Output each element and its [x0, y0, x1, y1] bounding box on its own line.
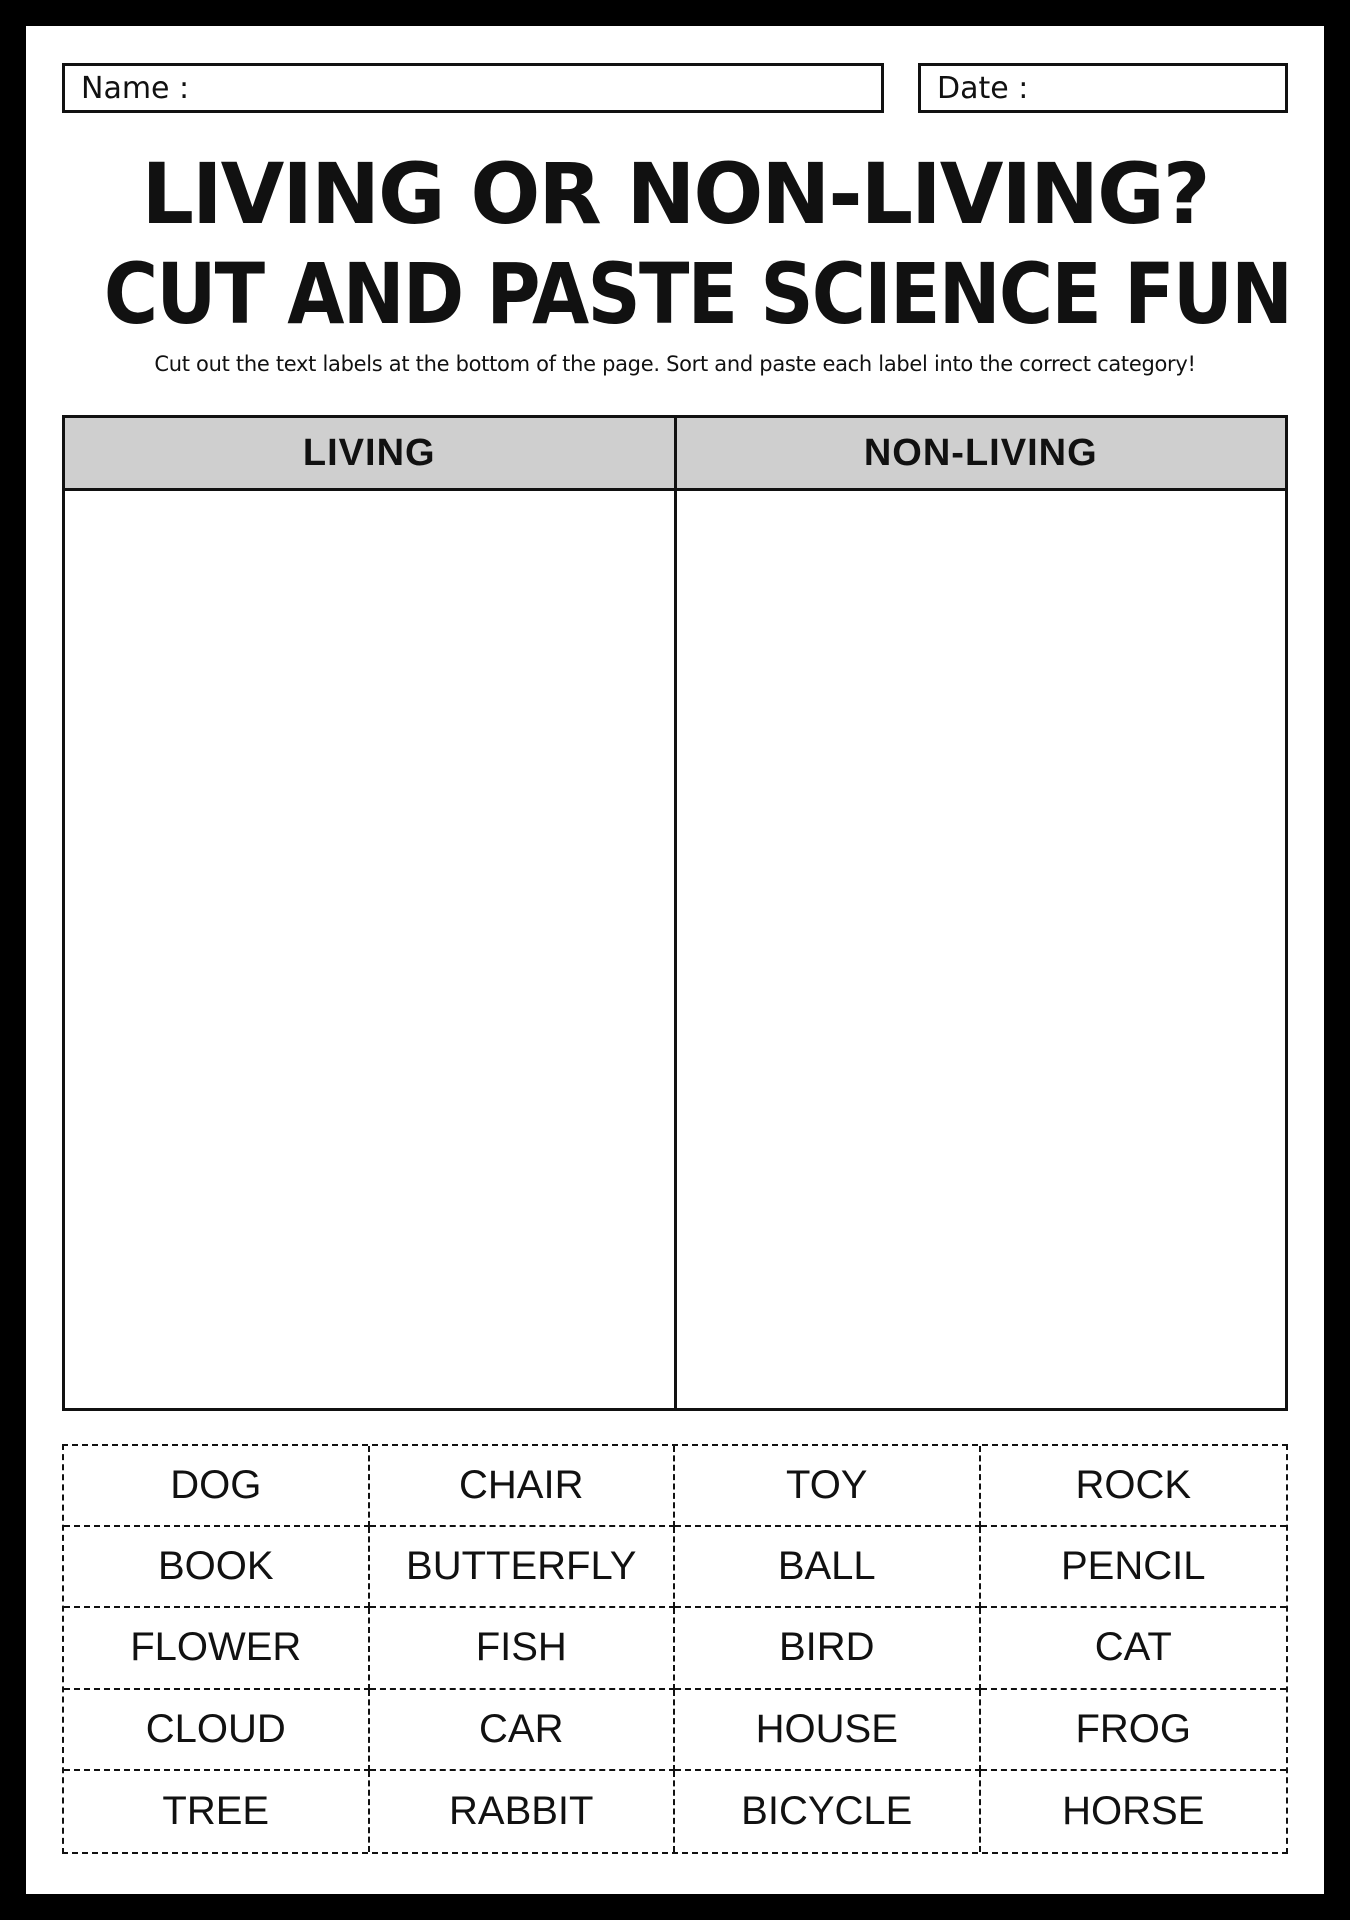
label-card[interactable]: TREE	[64, 1771, 370, 1852]
worksheet-page	[26, 26, 1324, 1894]
label-card[interactable]: CLOUD	[64, 1690, 370, 1771]
living-column-header: LIVING	[65, 418, 674, 491]
label-card[interactable]: FLOWER	[64, 1608, 370, 1689]
non-living-column-header: NON-LIVING	[677, 418, 1286, 491]
label-card[interactable]: ROCK	[981, 1446, 1287, 1527]
label-card[interactable]: BIRD	[675, 1608, 981, 1689]
label-card[interactable]: CHAIR	[370, 1446, 676, 1527]
label-card[interactable]: BUTTERFLY	[370, 1527, 676, 1608]
title-line-2: CUT AND PASTE SCIENCE FUN	[103, 245, 1292, 343]
living-column	[65, 418, 674, 1408]
cut-out-labels	[62, 1444, 1288, 1854]
label-card[interactable]: DOG	[64, 1446, 370, 1527]
non-living-column	[674, 418, 1286, 1408]
date-field[interactable]	[918, 63, 1288, 113]
instructions-text: Cut out the text labels at the bottom of the page. Sort and paste each label into the correct category!	[154, 352, 1196, 376]
label-card[interactable]: HOUSE	[675, 1690, 981, 1771]
label-card[interactable]: RABBIT	[370, 1771, 676, 1852]
label-card[interactable]: TOY	[675, 1446, 981, 1527]
date-label: Date :	[937, 70, 1029, 106]
non-living-paste-area[interactable]	[677, 491, 1286, 1408]
label-card[interactable]: CAT	[981, 1608, 1287, 1689]
sorting-table	[62, 415, 1288, 1411]
label-card[interactable]: FROG	[981, 1690, 1287, 1771]
living-paste-area[interactable]	[65, 491, 674, 1408]
label-card[interactable]: BICYCLE	[675, 1771, 981, 1852]
label-card[interactable]: FISH	[370, 1608, 676, 1689]
label-card[interactable]: HORSE	[1062, 1788, 1205, 1833]
name-label: Name :	[81, 70, 190, 106]
label-card[interactable]: BOOK	[64, 1527, 370, 1608]
label-card[interactable]: PENCIL	[981, 1527, 1287, 1608]
label-card[interactable]: BALL	[675, 1527, 981, 1608]
title-line-1: LIVING OR NON-LIVING?	[141, 145, 1209, 243]
label-card[interactable]: CAR	[370, 1690, 676, 1771]
worksheet-title	[26, 144, 1324, 344]
name-field[interactable]	[62, 63, 884, 113]
